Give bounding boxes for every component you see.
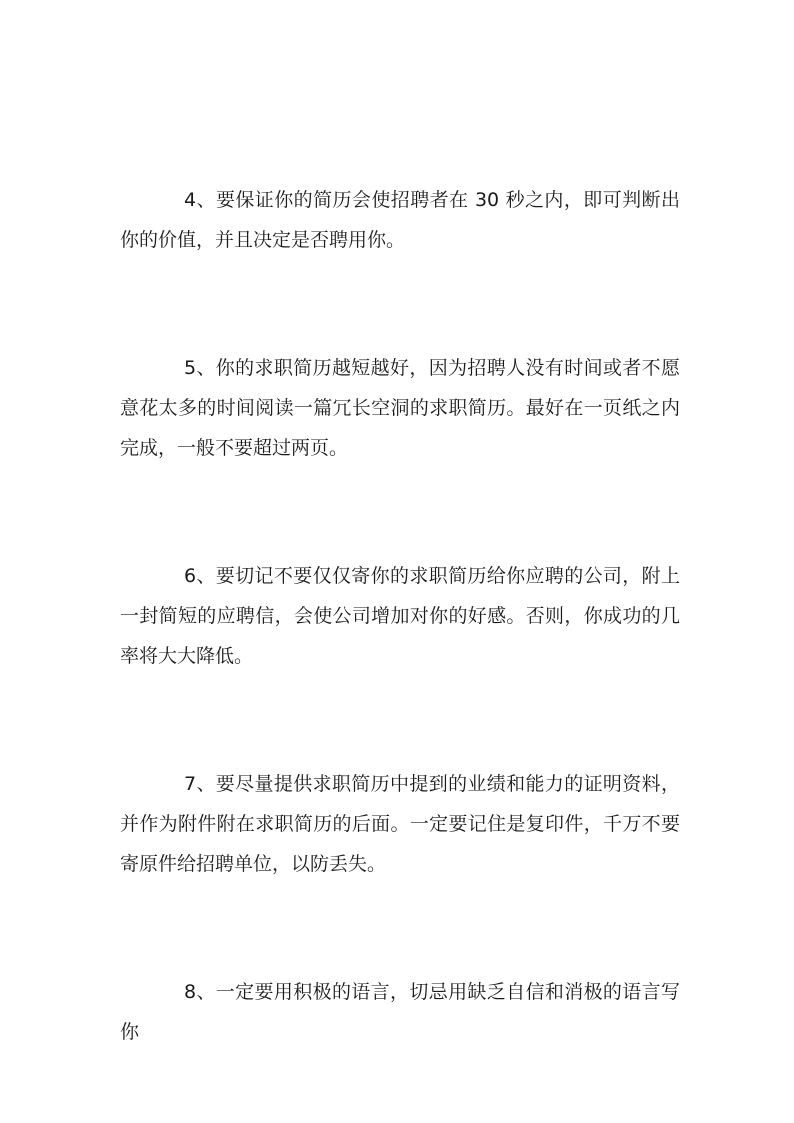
paragraph-6: 6、要切记不要仅仅寄你的求职简历给你应聘的公司，附上一封简短的应聘信，会使公司增加对你的好感。否则，你成功的几率将大大降低。 [120,565,680,667]
paragraph-7: 7、要尽量提供求职简历中提到的业绩和能力的证明资料，并作为附件附在求职简历的后面。一定要记住是复印件，千万不要寄原件给招聘单位，以防丢失。 [120,773,680,875]
paragraph-4: 4、要保证你的简历会使招聘者在 30 秒之内，即可判断出你的价值，并且决定是否聘用你。 [120,189,680,251]
paragraph-5: 5、你的求职简历越短越好，因为招聘人没有时间或者不愿意花太多的时间阅读一篇冗长空洞的求职简历。最好在一页纸之内完成，一般不要超过两页。 [120,357,680,459]
paragraph-8: 8、一定要用积极的语言，切忌用缺乏自信和消极的语言写你 [120,981,680,1043]
